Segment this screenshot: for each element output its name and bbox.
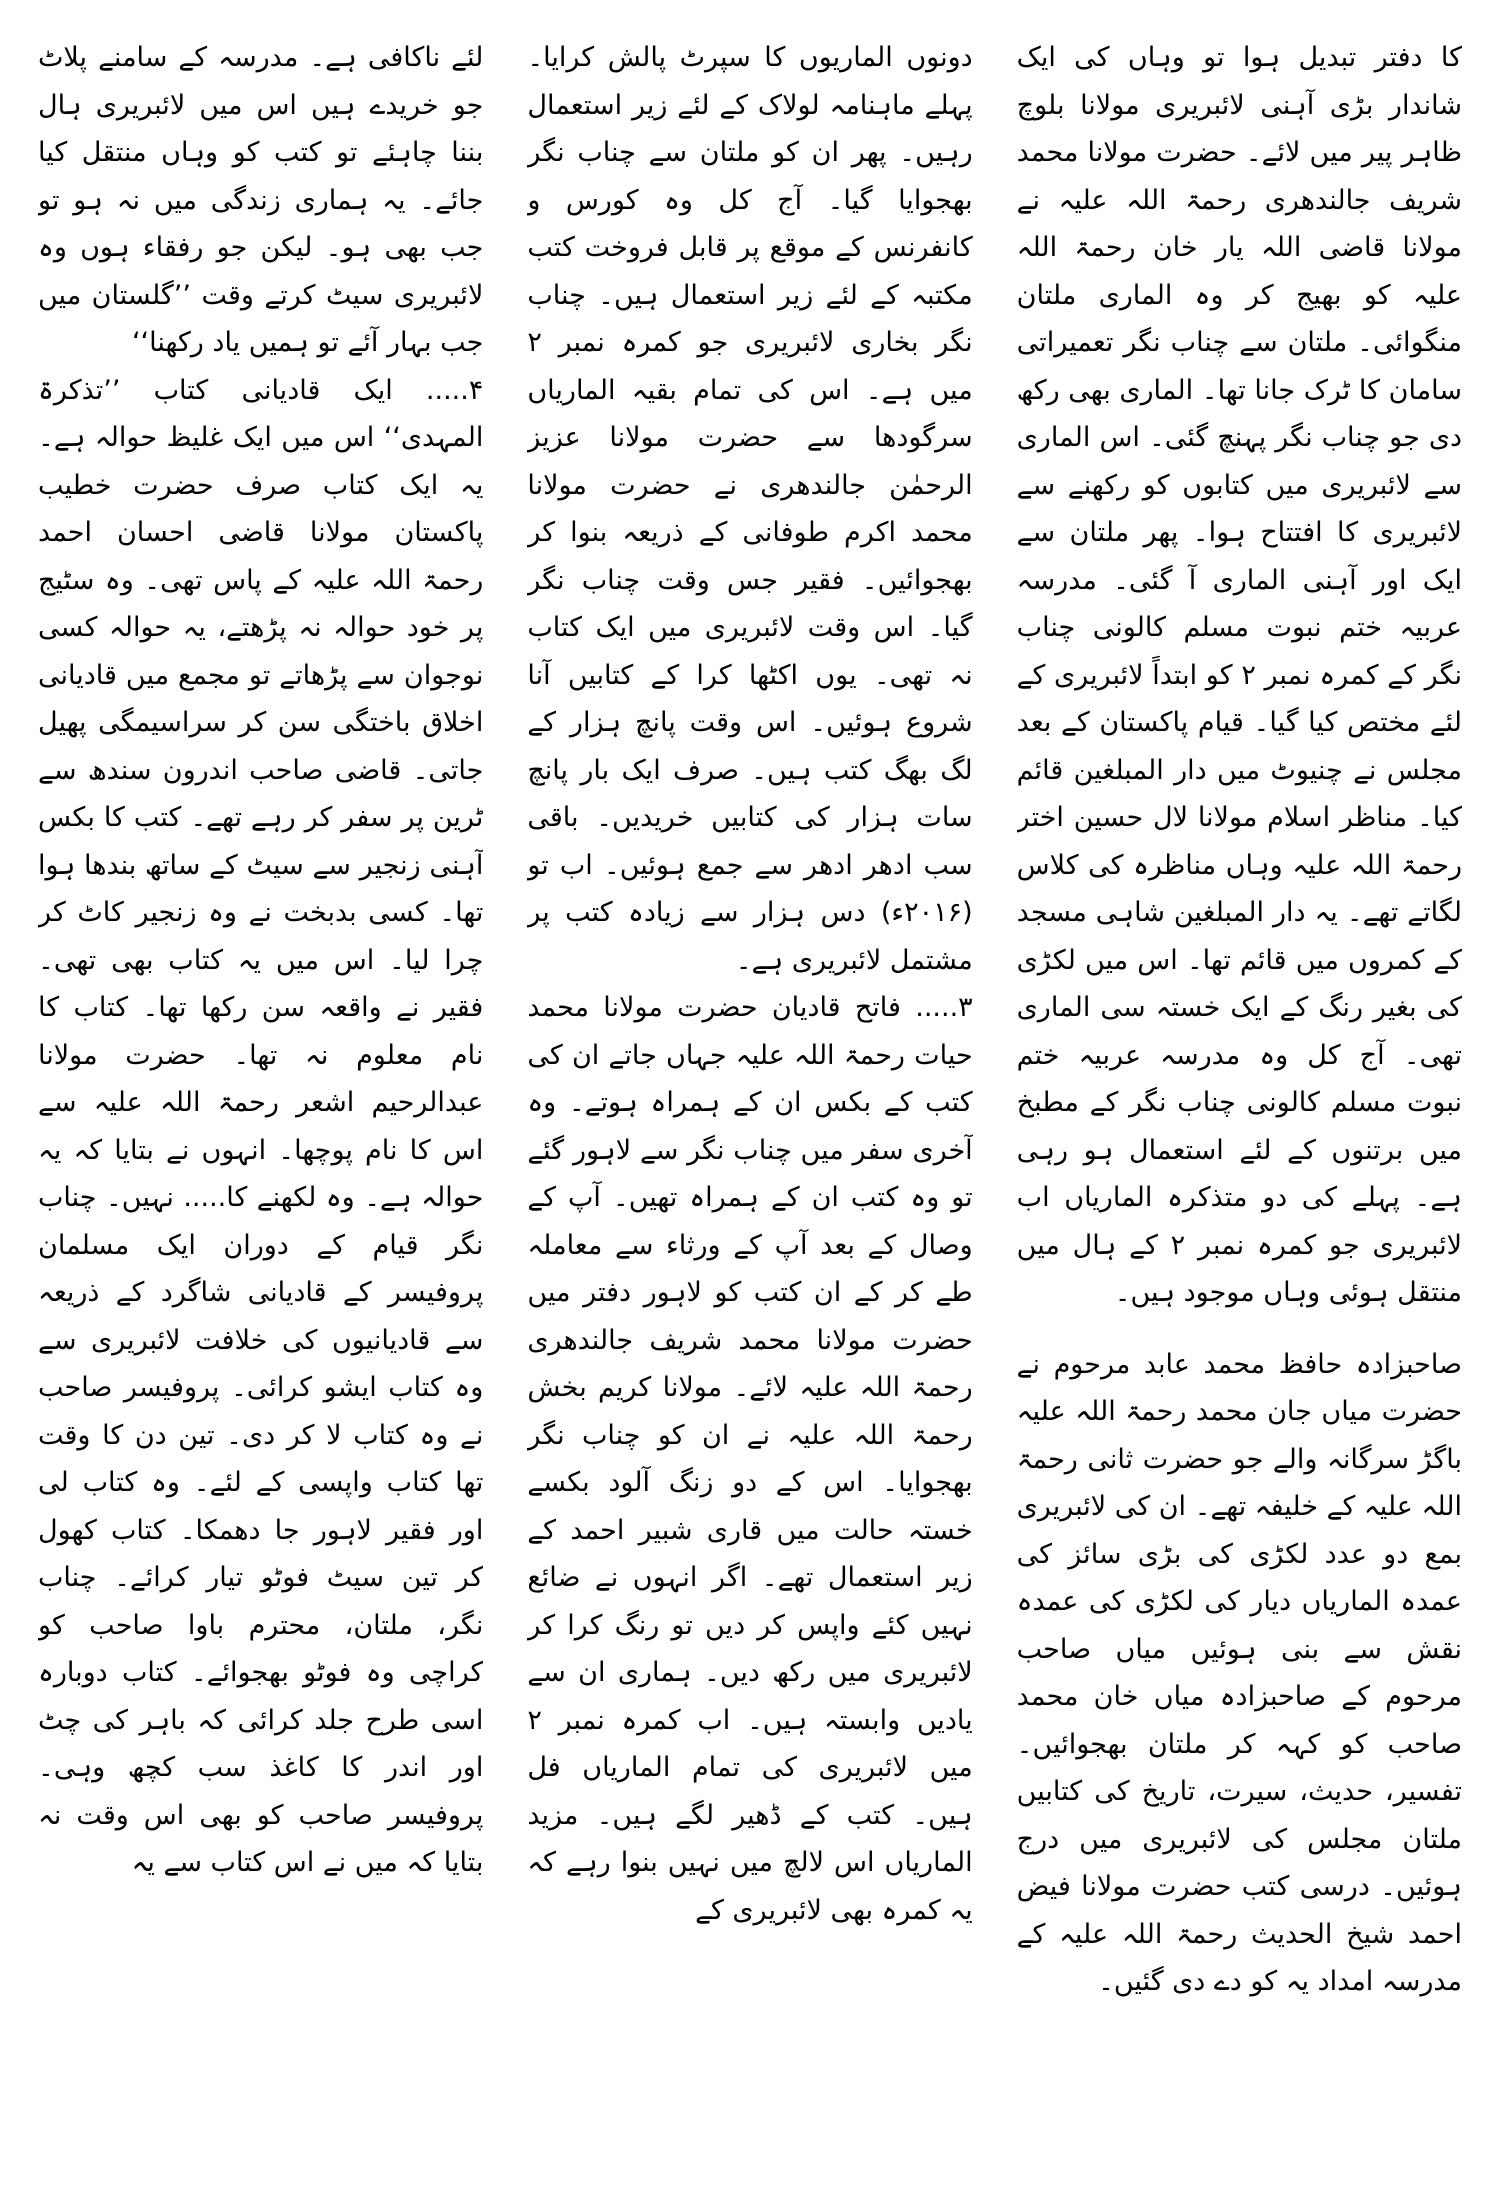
paragraph: صاحبزادہ حافظ محمد عابد مرحوم نے حضرت میاں جان محمد رحمۃ اللہ علیہ باگڑ سرگانہ والے جو حضرت ثانی رحمۃ اللہ علیہ کے خلیفہ تھے۔ ان کی لائبریری بمع دو عدد لکڑی کی بڑی سائز کی عمدہ الماریاں دیار کی لکڑی کی عمدہ نقش سے بنی ہوئیں میاں صاحب مرحوم کے صاحبزادہ میاں خان محمد صاحب کو کہہ کر ملتان بھجوائیں۔ تفسیر، حدیث، سیرت، تاریخ کی کتابیں ملتان مجلس کی لائبریری میں درج ہوئیں۔ درسی کتب حضرت مولانا فیض احمد شیخ الحدیث رحمۃ اللہ علیہ کے مدرسہ امداد یہ کو دے دی گئیں۔ (1016, 1348, 1462, 1997)
paragraph: ۳..... فاتح قادیان حضرت مولانا محمد حیات رحمۃ اللہ علیہ جہاں جاتے ان کی کتب کے بکس ان کے ہمراہ ہوتے۔ وہ آخری سفر میں چناب نگر سے لاہور گئے تو وہ کتب ان کے ہمراہ تھیں۔ آپ کے وصال کے بعد آپ کے ورثاء سے معاملہ طے کر کے ان کتب کو لاہور دفتر میں حضرت مولانا محمد شریف جالندھری رحمۃ اللہ علیہ لائے۔ مولانا کریم بخش رحمۃ اللہ علیہ نے ان کو چناب نگر بھجوایا۔ اس کے دو زنگ آلود بکسے خستہ حالت میں قاری شبیر احمد کے زیر استعمال تھے۔ اگر انہوں نے ضائع نہیں کئے واپس کر دیں تو رنگ کرا کر لائبریری میں رکھ دیں۔ ہماری ان سے یادیں وابستہ ہیں۔ اب کمرہ نمبر ۲ میں لائبریری کی تمام الماریاں فل ہیں۔ کتب کے ڈھیر لگے ہیں۔ مزید الماریاں اس لالچ میں نہیں بنوا رہے کہ یہ کمرہ بھی لائبریری کے (527, 992, 973, 1926)
column-left (38, 34, 483, 2180)
paragraph: ۴..... ایک قادیانی کتاب ’’تذکرۃ المہدی‘‘ اس میں ایک غلیظ حوالہ ہے۔ یہ ایک کتاب صرف حضرت خطیب پاکستان مولانا قاضی احسان احمد رحمۃ اللہ علیہ کے پاس تھی۔ وہ سٹیج پر خود حوالہ نہ پڑھتے، یہ حوالہ کسی نوجوان سے پڑھاتے تو مجمع میں قادیانی اخلاق باختگی سن کر سراسیمگی پھیل جاتی۔ قاضی صاحب اندرون سندھ سے ٹرین پر سفر کر رہے تھے۔ کتب کا بکس آہنی زنجیر سے سیٹ کے ساتھ بندھا ہوا تھا۔ کسی بدبخت نے وہ زنجیر کاٹ کر چرا لیا۔ اس میں یہ کتاب بھی تھی۔ فقیر نے واقعہ سن رکھا تھا۔ کتاب کا نام معلوم نہ تھا۔ حضرت مولانا عبدالرحیم اشعر رحمۃ اللہ علیہ سے اس کا نام پوچھا۔ انہوں نے بتایا کہ یہ حوالہ ہے۔ وہ لکھنے کا..... نہیں۔ چناب نگر قیام کے دوران ایک مسلمان پروفیسر کے قادیانی شاگرد کے ذریعہ سے قادیانیوں کی خلافت لائبریری سے وہ کتاب ایشو کرائی۔ پروفیسر صاحب نے وہ کتاب لا کر دی۔ تین دن کا وقت تھا کتاب واپسی کے لئے۔ وہ کتاب لی اور فقیر لاہور جا دھمکا۔ کتاب کھول کر تین سیٹ فوٹو تیار کرائے۔ چناب نگر، ملتان، محترم باوا صاحب کو کراچی وہ فوٹو بھجوائے۔ کتاب دوبارہ اسی طرح جلد کرائی کہ باہر کی چٹ اور اندر کا کاغذ سب کچھ وہی۔ پروفیسر صاحب کو بھی اس وقت نہ بتایا کہ میں نے اس کتاب سے یہ (38, 374, 484, 1878)
paragraph: لئے ناکافی ہے۔ مدرسہ کے سامنے پلاٹ جو خریدے ہیں اس میں لائبریری ہال بننا چاہئے تو کتب کو وہاں منتقل کیا جائے۔ یہ ہماری زندگی میں نہ ہو تو جب بھی ہو۔ لیکن جو رفقاء ہوں وہ لائبریری سیٹ کرتے وقت ’’گلستان میں جب بہار آئے تو ہمیں یاد رکھنا‘‘ (38, 42, 484, 358)
column-right (1017, 34, 1462, 2180)
paragraph: کا دفتر تبدیل ہوا تو وہاں کی ایک شاندار بڑی آہنی لائبریری مولانا بلوچ ظاہر پیر میں لائے۔ حضرت مولانا محمد شریف جالندھری رحمۃ اللہ علیہ نے مولانا قاضی اللہ یار خان رحمۃ اللہ علیہ کو بھیج کر وہ الماری ملتان منگوائی۔ ملتان سے چناب نگر تعمیراتی سامان کا ٹرک جانا تھا۔ الماری بھی رکھ دی جو چناب نگر پہنچ گئی۔ اس الماری سے لائبریری میں کتابوں کو رکھنے سے لائبریری کا افتتاح ہوا۔ پھر ملتان سے ایک اور آہنی الماری آ گئی۔ مدرسہ عربیہ ختم نبوت مسلم کالونی چناب نگر کے کمرہ نمبر ۲ کو ابتداً لائبریری کے لئے مختص کیا گیا۔ قیام پاکستان کے بعد مجلس نے چنیوٹ میں دار المبلغین قائم کیا۔ مناظر اسلام مولانا لال حسین اختر رحمۃ اللہ علیہ وہاں مناظرہ کی کلاس لگاتے تھے۔ یہ دار المبلغین شاہی مسجد کے کمروں میں قائم تھا۔ اس میں لکڑی کی بغیر رنگ کے ایک خستہ سی الماری تھی۔ آج کل وہ مدرسہ عربیہ ختم نبوت مسلم کالونی چناب نگر کے مطبخ میں برتنوں کے لئے استعمال ہو رہی ہے۔ پہلے کی دو متذکرہ الماریاں اب لائبریری جو کمرہ نمبر ۲ کے ہال میں منتقل ہوئی وہاں موجود ہیں۔ (1016, 42, 1462, 1308)
paragraph: دونوں الماریوں کا سپرٹ پالش کرایا۔ پہلے ماہنامہ لولاک کے لئے زیر استعمال رہیں۔ پھر ان کو ملتان سے چناب نگر بھجوایا گیا۔ آج کل وہ کورس و کانفرنس کے موقع پر قابل فروخت کتب مکتبہ کے لئے زیر استعمال ہیں۔ چناب نگر بخاری لائبریری جو کمرہ نمبر ۲ میں ہے۔ اس کی تمام بقیہ الماریاں سرگودھا سے حضرت مولانا عزیز الرحمٰن جالندھری نے حضرت مولانا محمد اکرم طوفانی کے ذریعہ بنوا کر بھجوائیں۔ فقیر جس وقت چناب نگر گیا۔ اس وقت لائبریری میں ایک کتاب نہ تھی۔ یوں اکٹھا کرا کے کتابیں آنا شروع ہوئیں۔ اس وقت پانچ ہزار کے لگ بھگ کتب ہیں۔ صرف ایک بار پانچ سات ہزار کی کتابیں خریدیں۔ باقی سب ادھر ادھر سے جمع ہوئیں۔ اب تو (۲۰۱۶ء) دس ہزار سے زیادہ کتب پر مشتمل لائبریری ہے۔ (527, 42, 973, 976)
column-middle (527, 34, 972, 2180)
